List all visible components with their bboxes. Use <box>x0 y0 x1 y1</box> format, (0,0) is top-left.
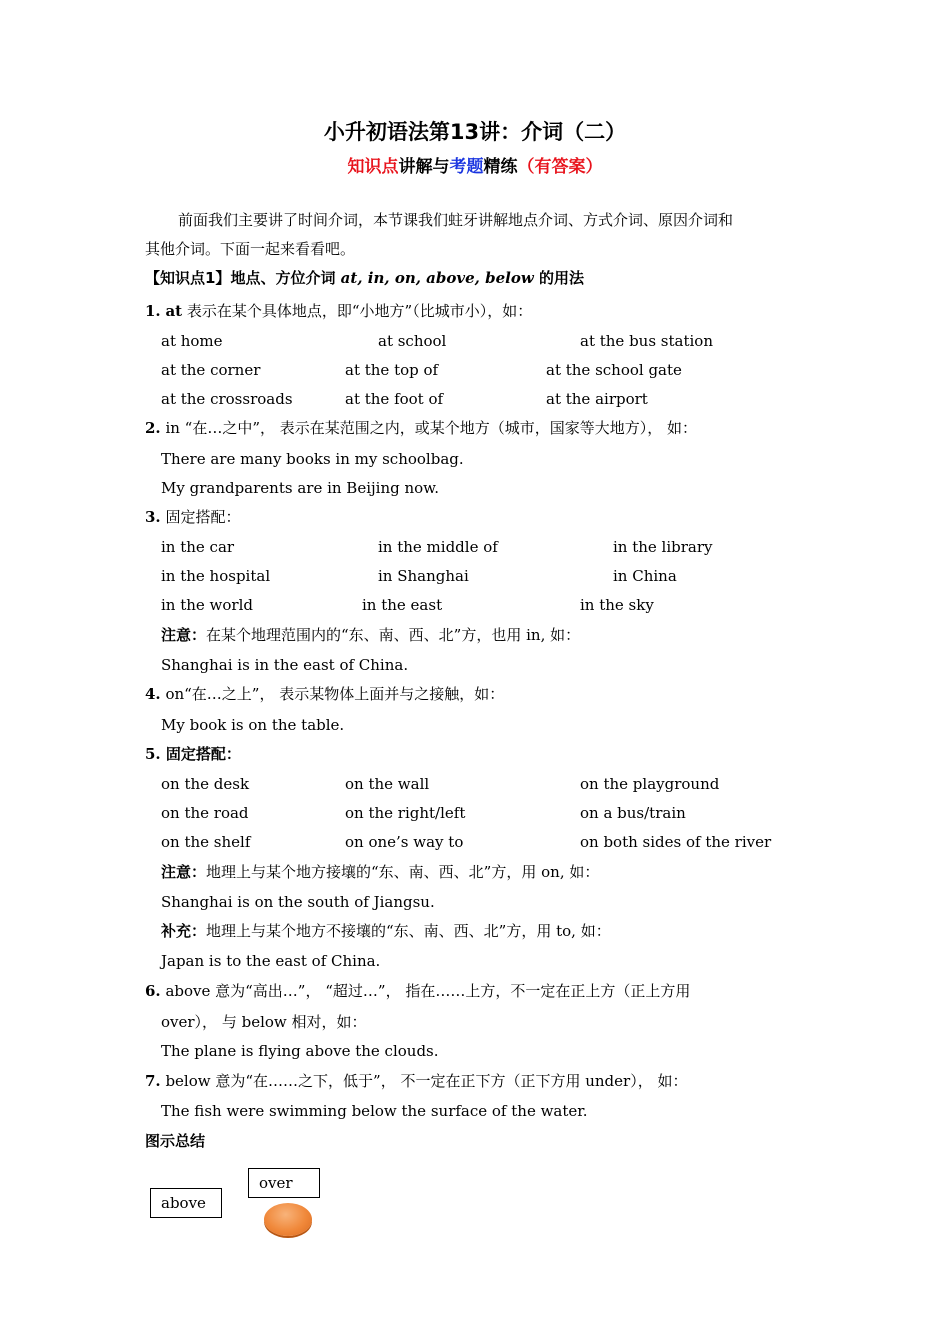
phrase: on the right/left <box>345 804 466 822</box>
phrase: at the school gate <box>546 361 682 379</box>
phrase: in China <box>613 567 677 585</box>
phrase: at the foot of <box>345 390 444 408</box>
phrase: at the corner <box>161 361 261 379</box>
section-text: on“在…之上”， 表示某物体上面并与之接触，如： <box>160 685 505 703</box>
section-text: in “在…之中”， 表示在某范围之内，或某个地方（城市，国家等大地方）， 如： <box>160 419 698 437</box>
section-number: 6. <box>145 982 161 1000</box>
section-number: 7. <box>145 1072 161 1090</box>
section-6-heading <box>145 981 690 1001</box>
phrase: on the road <box>161 804 249 822</box>
phrase: in the hospital <box>161 567 271 585</box>
above-label-box: above <box>150 1188 222 1218</box>
phrase: at the bus station <box>580 332 713 350</box>
example-sentence: Shanghai is in the east of China. <box>161 656 409 674</box>
phrase: on a bus/train <box>580 804 686 822</box>
section-text: 表示在某个具体地点，即“小地方”（比城市小），如： <box>182 302 533 320</box>
example-sentence: The fish were swimming below the surface of the water. <box>161 1102 588 1120</box>
supplement-text: 地理上与某个地方不接壤的“东、南、西、北”方，用 to, 如： <box>206 922 611 940</box>
section-text: 固定搭配： <box>160 508 241 526</box>
kp-suffix: 的用法 <box>533 269 584 287</box>
note-label: 注意： <box>161 863 207 881</box>
phrase: in the east <box>362 596 443 614</box>
section-text: 固定搭配： <box>160 745 241 763</box>
section-number: 1. <box>145 302 161 320</box>
section-1-heading <box>145 301 532 321</box>
phrase: on the wall <box>345 775 430 793</box>
section-7-heading <box>145 1071 687 1091</box>
supplement-label: 补充： <box>161 922 207 940</box>
example-sentence: Shanghai is on the south of Jiangsu. <box>161 893 435 911</box>
example-sentence: My grandparents are in Beijing now. <box>161 479 440 497</box>
example-sentence: Japan is to the east of China. <box>161 952 381 970</box>
subtitle-part-2: 讲解与 <box>398 157 450 177</box>
phrase: in the car <box>161 538 235 556</box>
supplement <box>161 921 611 941</box>
section-number: 3. <box>145 508 161 526</box>
note-text: 地理上与某个地方接壤的“东、南、西、北”方，用 on, 如： <box>206 863 600 881</box>
phrase: at the airport <box>546 390 648 408</box>
subtitle-part-5: （有答案） <box>517 157 603 177</box>
page-subtitle <box>0 152 950 177</box>
note <box>161 862 599 882</box>
example-sentence: My book is on the table. <box>161 716 345 734</box>
phrase: in the sky <box>580 596 654 614</box>
section-3-heading <box>145 507 240 527</box>
phrase: on the desk <box>161 775 250 793</box>
knowledge-point-heading <box>145 268 584 288</box>
section-5-heading <box>145 744 241 764</box>
phrase: in Shanghai <box>378 567 469 585</box>
phrase: on both sides of the river <box>580 833 772 851</box>
section-text: above 意为“高出…”， “超过…”， 指在……上方，不一定在正上方（正上方用 <box>160 982 691 1000</box>
section-number: 2. <box>145 419 161 437</box>
kp-italic: at, in, on, above, below <box>340 269 534 287</box>
example-sentence: There are many books in my schoolbag. <box>161 450 464 468</box>
subtitle-part-4: 精练 <box>483 157 518 177</box>
section-text: below 意为“在……之下，低于”， 不一定在正下方（正下方用 under）， 如： <box>160 1072 688 1090</box>
section-number: 4. <box>145 685 161 703</box>
page-title: 小升初语法第13讲：介词（二） <box>323 120 627 144</box>
orange-object-shape <box>264 1203 312 1236</box>
kp-prefix: 【知识点1】地点、方位介词 <box>145 269 341 287</box>
intro-line-2: 其他介词。下面一起来看看吧。 <box>145 240 356 258</box>
phrase: at school <box>378 332 447 350</box>
phrase: in the world <box>161 596 253 614</box>
section-6-continued: over）， 与 below 相对，如： <box>161 1013 367 1031</box>
note-text: 在某个地理范围内的“东、南、西、北”方，也用 in, 如： <box>206 626 581 644</box>
phrase: on the shelf <box>161 833 251 851</box>
subtitle-part-1: 知识点 <box>347 157 399 177</box>
section-number: 5. <box>145 745 161 763</box>
phrase: on one’s way to <box>345 833 464 851</box>
phrase: at home <box>161 332 223 350</box>
phrase: on the playground <box>580 775 720 793</box>
section-4-heading <box>145 684 504 704</box>
over-label-box: over <box>248 1168 320 1198</box>
diagram-heading: 图示总结 <box>145 1132 206 1150</box>
subtitle-part-3: 考题 <box>449 157 484 177</box>
intro-line-1: 前面我们主要讲了时间介词，本节课我们蛀牙讲解地点介词、方式介词、原因介词和 <box>178 211 734 229</box>
note-label: 注意： <box>161 626 207 644</box>
phrase: in the library <box>613 538 713 556</box>
example-sentence: The plane is flying above the clouds. <box>161 1042 439 1060</box>
phrase: at the crossroads <box>161 390 293 408</box>
note <box>161 625 580 645</box>
phrase: at the top of <box>345 361 439 379</box>
phrase: in the middle of <box>378 538 498 556</box>
section-2-heading <box>145 418 697 438</box>
section-keyword: at <box>165 302 183 320</box>
